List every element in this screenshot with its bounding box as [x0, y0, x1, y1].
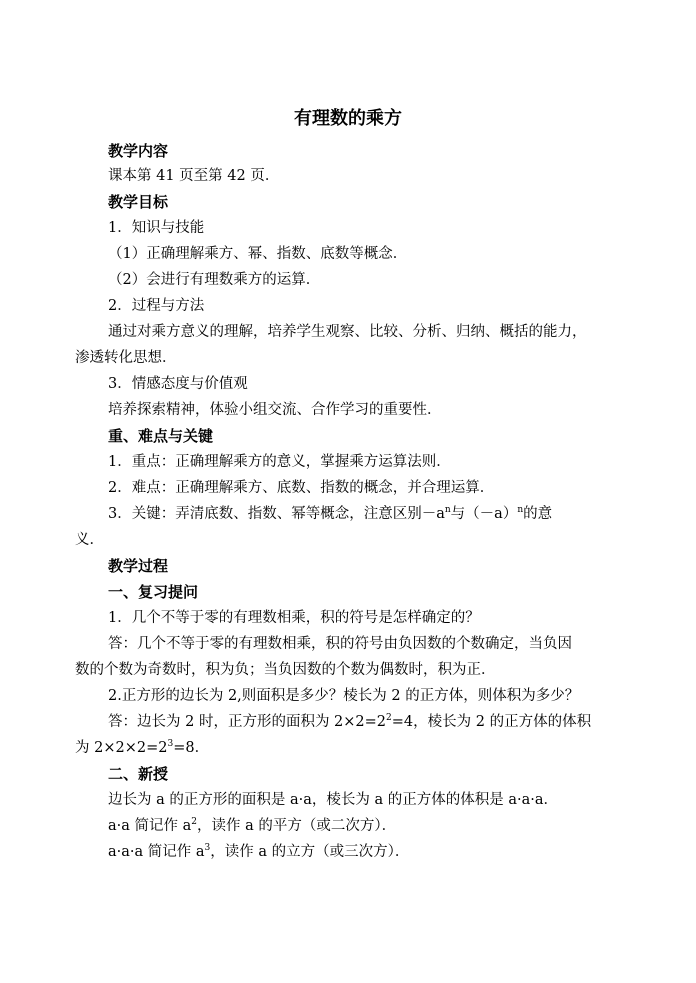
paragraph-line: 1．知识与技能 [108, 220, 205, 236]
paragraph-line: 3．情感态度与价值观 [108, 376, 248, 392]
paragraph-line: （2）会进行有理数乘方的运算． [108, 272, 321, 288]
text-run: =4，棱长为 2 的正方体的体积 [391, 714, 592, 730]
section-heading-objectives: 教学目标 [108, 193, 169, 211]
superscript: 3 [204, 843, 211, 853]
section-heading-review: 一、复习提问 [108, 583, 199, 601]
superscript: n [444, 505, 451, 515]
section-heading-process: 教学过程 [108, 557, 169, 575]
text-run: 答：边长为 2 时，正方形的面积为 2×2=2 [108, 714, 387, 730]
paragraph-line: 2.正方形的边长为 2,则面积是多少？棱长为 2 的正方体，则体积为多少？ [108, 688, 580, 704]
paragraph-line: （1）正确理解乘方、幂、指数、底数等概念． [108, 246, 408, 262]
text-run: ，读作 a 的平方（或二次方）． [197, 818, 397, 834]
paragraph-line: 答：几个不等于零的有理数相乘，积的符号由负因数的个数确定，当负因 [108, 636, 572, 652]
text-run: 为 2×2×2=2 [75, 740, 168, 756]
paragraph-line [108, 841, 409, 863]
superscript: 3 [167, 739, 174, 749]
superscript: 2 [386, 713, 392, 723]
paragraph-line: 2．难点：正确理解乘方、底数、指数的概念，并合理运算． [108, 480, 495, 496]
paragraph-line: 1．几个不等于零的有理数相乘，积的符号是怎样确定的？ [108, 610, 480, 626]
superscript: 2 [191, 817, 197, 827]
paragraph-line [108, 815, 396, 837]
section-heading-key-points: 重、难点与关键 [108, 427, 214, 445]
paragraph-line [108, 503, 552, 525]
paragraph-line: 课本第 41 页至第 42 页． [108, 168, 280, 184]
paragraph-line: 培养探索精神，体验小组交流、合作学习的重要性． [108, 402, 442, 418]
paragraph-line: 数的个数为奇数时，积为负；当负因数的个数为偶数时，积为正． [75, 662, 496, 678]
paragraph-line: 边长为 a 的正方形的面积是 a·a，棱长为 a 的正方体的体积是 a·a·a． [108, 792, 558, 808]
text-run: 3．关键：弄清底数、指数、幂等概念，注意区别－a [108, 506, 445, 522]
section-heading-content: 教学内容 [108, 142, 169, 160]
paragraph-line: 义． [75, 532, 104, 548]
text-run: a·a 简记作 a [108, 818, 192, 834]
text-run: ，读作 a 的立方（或三次方）． [210, 844, 410, 860]
page-title: 有理数的乘方 [294, 108, 402, 129]
paragraph-line [108, 711, 591, 733]
text-run: =8． [173, 740, 210, 756]
superscript: n [517, 505, 524, 515]
section-heading-new-lesson: 二、新授 [108, 765, 169, 783]
text-run: a·a·a 简记作 a [108, 844, 205, 860]
paragraph-line: 渗透转化思想． [75, 350, 177, 366]
text-run: 的意 [523, 506, 553, 522]
paragraph-line: 1．重点：正确理解乘方的意义，掌握乘方运算法则． [108, 454, 451, 470]
paragraph-line: 2．过程与方法 [108, 298, 205, 314]
text-run: 与（－a） [450, 506, 518, 522]
paragraph-line: 通过对乘方意义的理解，培养学生观察、比较、分析、归纳、概括的能力， [108, 324, 587, 340]
paragraph-line [75, 737, 209, 759]
